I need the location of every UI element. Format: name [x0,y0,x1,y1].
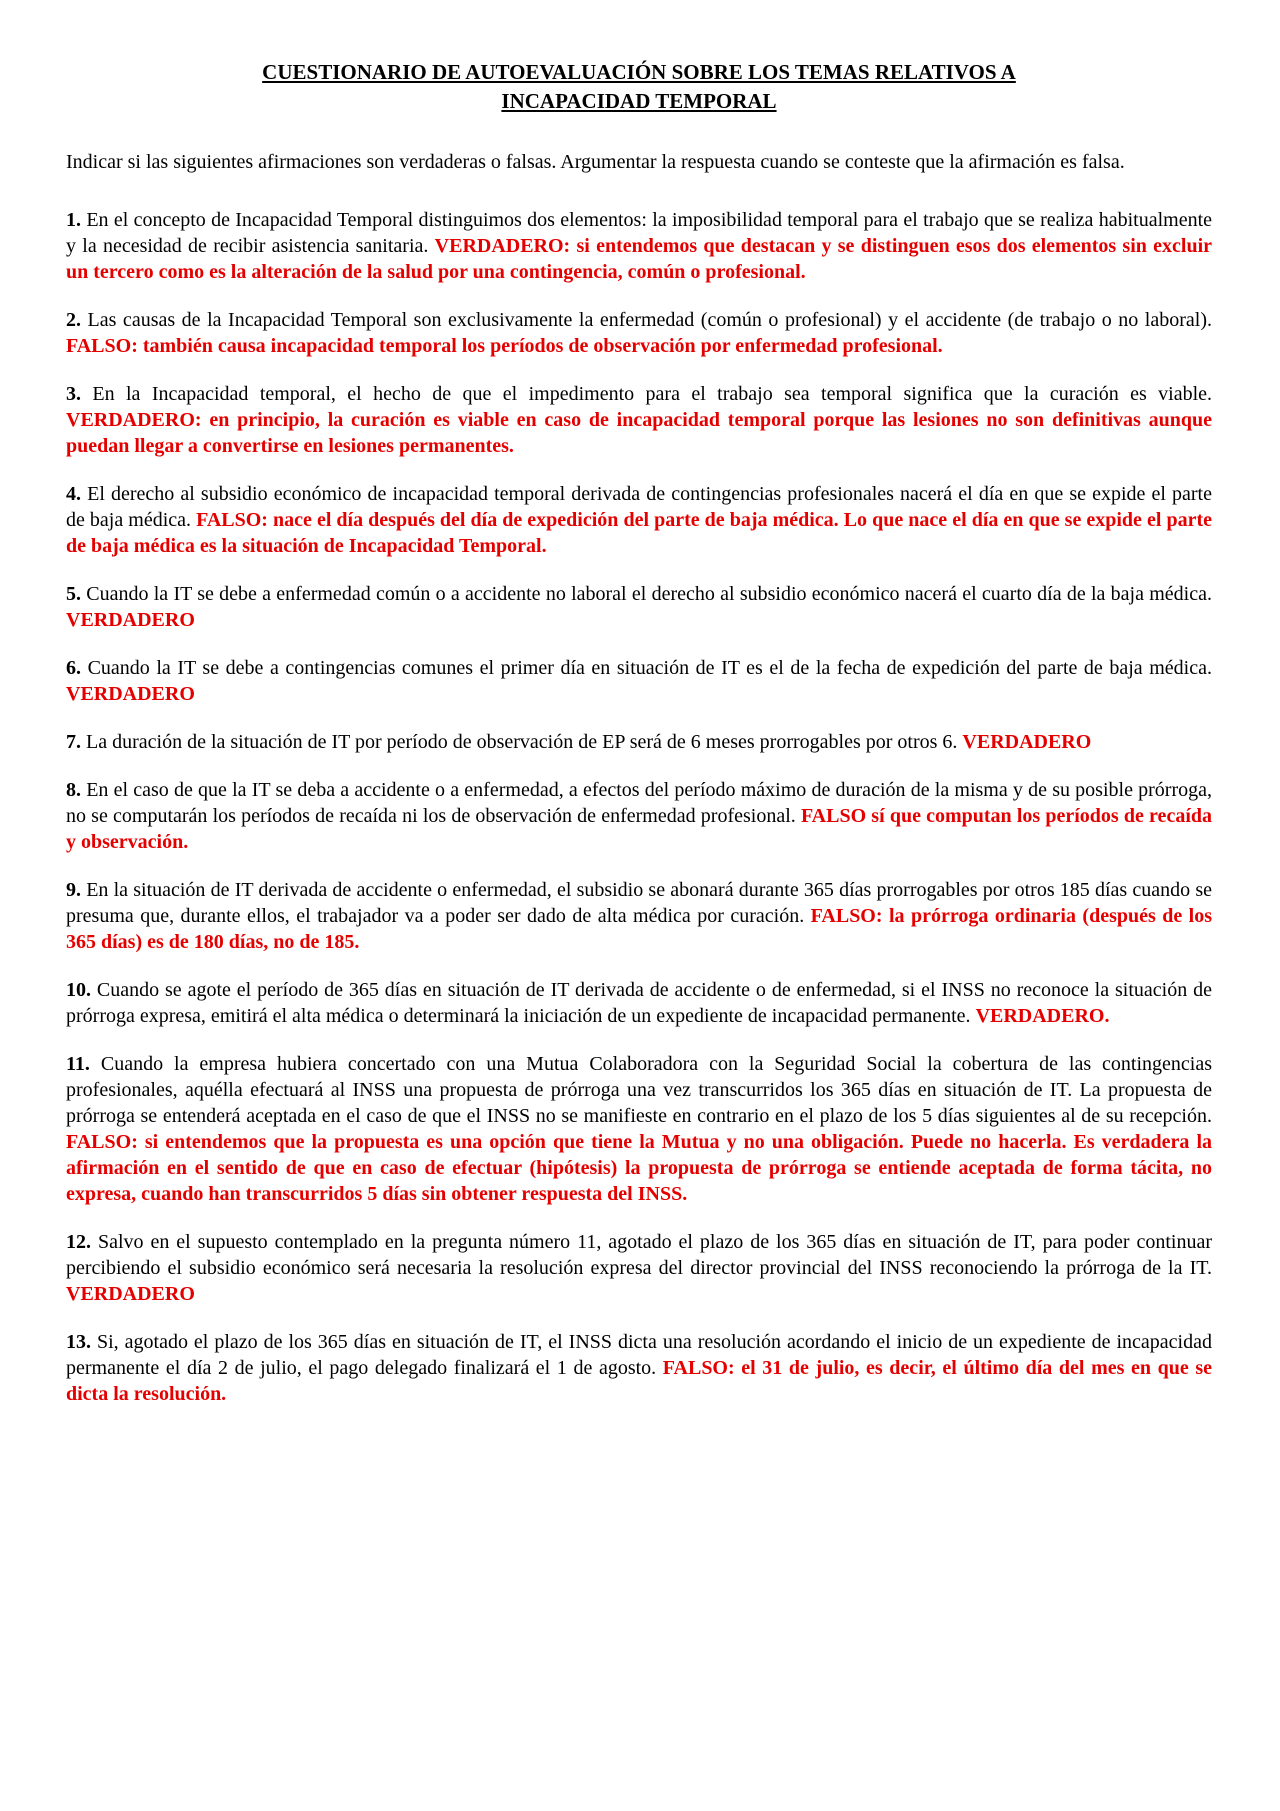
question-7 [66,729,1212,755]
question-3 [66,381,1212,459]
question-9 [66,877,1212,955]
question-answer: VERDADERO [66,608,195,631]
question-answer: FALSO: nace el día después del día de expedición del parte de baja médica. Lo que nace el día en que se expide el parte de baja médica es la situación de Incapacidad Temporal. [66,508,1213,557]
question-11 [66,1051,1212,1207]
document-title-line2: INCAPACIDAD TEMPORAL [501,89,777,114]
question-12 [66,1229,1212,1307]
question-number: 7. [66,730,81,753]
question-number: 2. [66,308,81,331]
question-statement: En la Incapacidad temporal, el hecho de que el impedimento para el trabajo sea temporal significa que la curación es viable. [92,382,1212,405]
question-1 [66,207,1212,285]
question-number: 9. [66,878,81,901]
question-statement: Cuando la IT se debe a enfermedad común o a accidente no laboral el derecho al subsidio económico nacerá el cuarto día de la baja médica. [86,582,1212,605]
question-number: 5. [66,582,81,605]
question-answer: FALSO: la prórroga ordinaria (después de los 365 días) es de 180 días, no de 185. [66,904,1213,953]
question-statement: Si, agotado el plazo de los 365 días en situación de IT, el INSS dicta una resolución acordando el inicio de un expediente de incapacidad permanente el día 2 de julio, el pago delegado finalizará el 1 de agosto. [66,1330,1212,1379]
question-answer: VERDADERO [66,1282,195,1305]
question-statement: El derecho al subsidio económico de incapacidad temporal derivada de contingencias profesionales nacerá el día en que se expide el parte de baja médica. [66,482,1212,531]
question-number: 3. [66,382,81,405]
question-6 [66,655,1212,707]
question-number: 1. [66,208,81,231]
question-13 [66,1329,1212,1407]
question-answer: VERDADERO: si entendemos que destacan y se distinguen esos dos elementos sin excluir un tercero como es la alteración de la salud por una contingencia, común o profesional. [66,234,1213,283]
question-statement: Cuando se agote el período de 365 días en situación de IT derivada de accidente o de enfermedad, si el INSS no reconoce la situación de prórroga expresa, emitirá el alta médica o determinará la iniciación de un expediente de incapacidad permanente. [66,978,1213,1027]
intro-paragraph: Indicar si las siguientes afirmaciones son verdaderas o falsas. Argumentar la respuesta cuando se conteste que la afirmación es falsa. [66,150,1125,173]
question-statement: Cuando la IT se debe a contingencias comunes el primer día en situación de IT es el de la fecha de expedición del parte de baja médica. [87,656,1212,679]
question-statement: En el concepto de Incapacidad Temporal distinguimos dos elementos: la imposibilidad temporal para el trabajo que se realiza habitualmente y la necesidad de recibir asistencia sanitaria. [66,208,1213,257]
question-answer: FALSO: si entendemos que la propuesta es una opción que tiene la Mutua y no una obligación. Puede no hacerla. Es verdadera la afirmación en el sentido de que en caso de efectuar (hipótesis) la propuesta de prórroga se entiende aceptada de forma tácita, no expresa, cuando han transcurridos 5 días sin obtener respuesta del INSS. [66,1130,1212,1205]
question-statement: Cuando la empresa hubiera concertado con una Mutua Colaboradora con la Seguridad Social la cobertura de las contingencias profesionales, aquélla efectuará al INSS una propuesta de prórroga una vez transcurridos los 365 días en situación de IT. La propuesta de prórroga se entenderá aceptada en el caso de que el INSS no se manifieste en contrario en el plazo de los 5 días siguientes al de su recepción. [66,1052,1213,1127]
question-statement: La duración de la situación de IT por período de observación de EP será de 6 meses prorrogables por otros 6. [86,730,958,753]
document-title [66,58,1212,117]
question-statement: Salvo en el supuesto contemplado en la pregunta número 11, agotado el plazo de los 365 días en situación de IT, para poder continuar percibiendo el subsidio económico será necesaria la resolución expresa del director provincial del INSS reconociendo la prórroga de la IT. [66,1230,1212,1279]
question-answer: VERDADERO: en principio, la curación es viable en caso de incapacidad temporal porque las lesiones no son definitivas aunque puedan llegar a convertirse en lesiones permanentes. [66,408,1212,457]
question-answer: VERDADERO [66,682,195,705]
question-8 [66,777,1212,855]
question-answer: FALSO: el 31 de julio, es decir, el último día del mes en que se dicta la resolución. [66,1356,1213,1405]
question-number: 6. [66,656,81,679]
question-statement: En el caso de que la IT se deba a accidente o a enfermedad, a efectos del período máximo de duración de la misma y de su posible prórroga, no se computarán los períodos de recaída ni los de observación de enfermedad profesional. [66,778,1212,827]
question-number: 4. [66,482,81,505]
question-10 [66,977,1212,1029]
question-statement: Las causas de la Incapacidad Temporal son exclusivamente la enfermedad (común o profesional) y el accidente (de trabajo o no laboral). [87,308,1212,331]
question-4 [66,481,1212,559]
question-answer: FALSO sí que computan los períodos de recaída y observación. [66,804,1212,853]
question-number: 10. [66,978,91,1001]
question-answer: VERDADERO. [975,1004,1110,1027]
question-answer: VERDADERO [962,730,1092,753]
question-number: 11. [66,1052,90,1075]
question-statement: En la situación de IT derivada de accidente o enfermedad, el subsidio se abonará durante 365 días prorrogables por otros 185 días cuando se presuma que, durante ellos, el trabajador va a poder ser dado de alta médica por curación. [66,878,1213,927]
question-number: 12. [66,1230,91,1253]
question-number: 8. [66,778,81,801]
question-2 [66,307,1212,359]
question-number: 13. [66,1330,91,1353]
question-answer: FALSO: también causa incapacidad temporal los períodos de observación por enfermedad profesional. [66,334,943,357]
document-title-line1: CUESTIONARIO DE AUTOEVALUACIÓN SOBRE LOS TEMAS RELATIVOS A [262,60,1016,84]
question-5 [66,581,1212,633]
